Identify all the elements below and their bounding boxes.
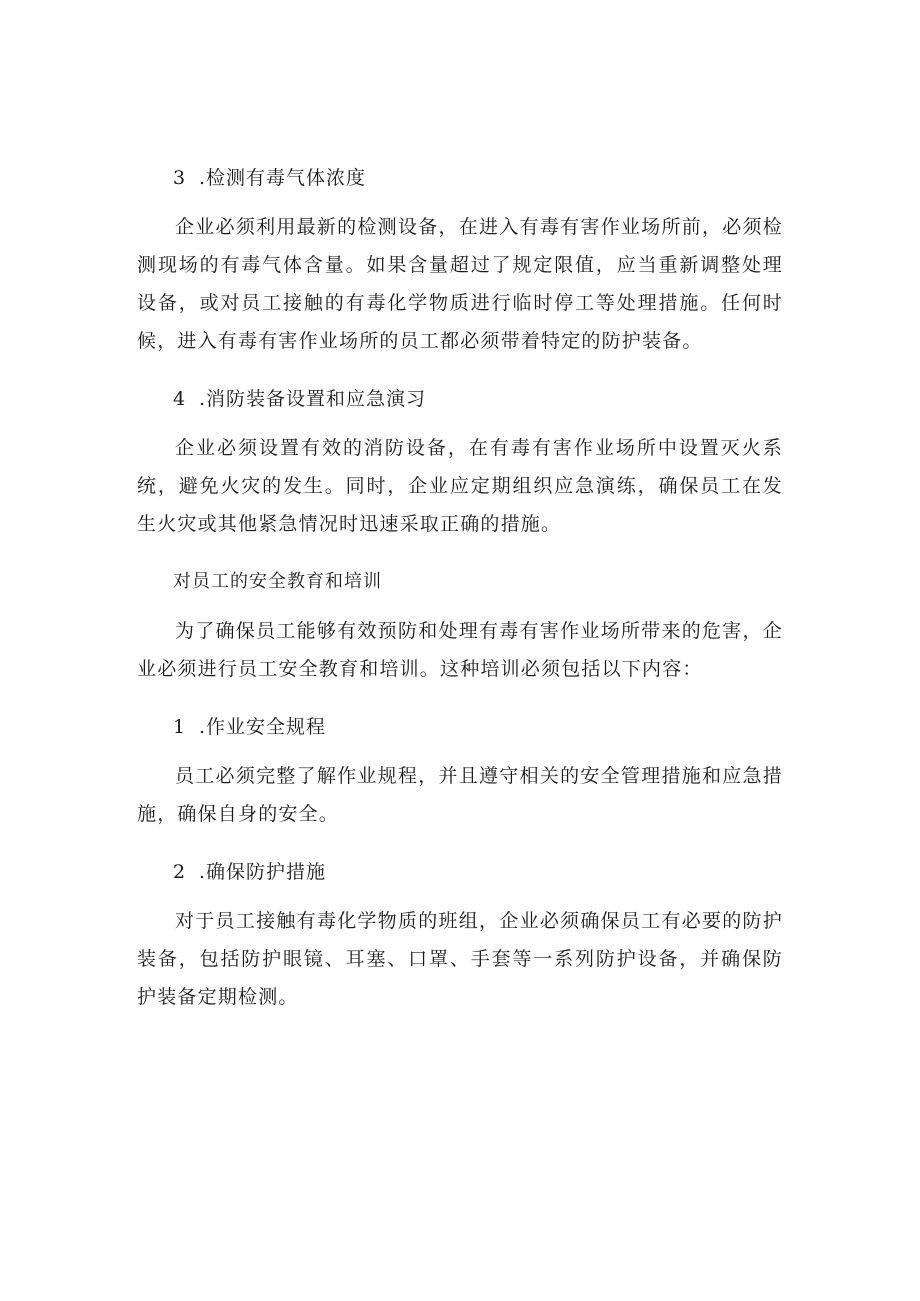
training-intro-paragraph: 为了确保员工能够有效预防和处理有毒有害作业场所带来的危害，企业必须进行员工安全教育和培训。这种培训必须包括以下内容： xyxy=(137,620,783,680)
heading-text: .作业安全规程 xyxy=(199,716,327,738)
heading-text: .检测有毒气体浓度 xyxy=(199,167,367,189)
heading-number: 1 xyxy=(173,716,187,738)
heading-text: .消防装备设置和应急演习 xyxy=(199,388,427,410)
heading-text: .确保防护措施 xyxy=(199,861,327,883)
document-body xyxy=(137,160,783,1037)
training-heading-2 xyxy=(137,854,783,890)
section-heading-3 xyxy=(137,160,783,196)
training-paragraph-2: 对于员工接触有毒化学物质的班组，企业必须确保员工有必要的防护装备，包括防护眼镜、耳塞、口罩、手套等一系列防护设备，并确保防护装备定期检测。 xyxy=(137,910,783,1008)
section-paragraph-4: 企业必须设置有效的消防设备，在有毒有害作业场所中设置灭火系统，避免火灾的发生。同时，企业应定期组织应急演练，确保员工在发生火灾或其他紧急情况时迅速采取正确的措施。 xyxy=(137,437,783,535)
training-section-title: 对员工的安全教育和培训 xyxy=(173,571,382,592)
section-paragraph-3: 企业必须利用最新的检测设备，在进入有毒有害作业场所前，必须检测现场的有毒气体含量。如果含量超过了规定限值，应当重新调整处理设备，或对员工接触的有毒化学物质进行临时停工等处理措施。任何时候，进入有毒有害作业场所的员工都必须带着特定的防护装备。 xyxy=(137,216,783,352)
heading-number: 4 xyxy=(173,388,187,410)
section-heading-4 xyxy=(137,381,783,417)
heading-number: 2 xyxy=(173,861,187,883)
training-heading-1 xyxy=(137,709,783,745)
training-paragraph-1: 员工必须完整了解作业规程，并且遵守相关的安全管理措施和应急措施，确保自身的安全。 xyxy=(137,765,783,825)
heading-number: 3 xyxy=(173,167,187,189)
